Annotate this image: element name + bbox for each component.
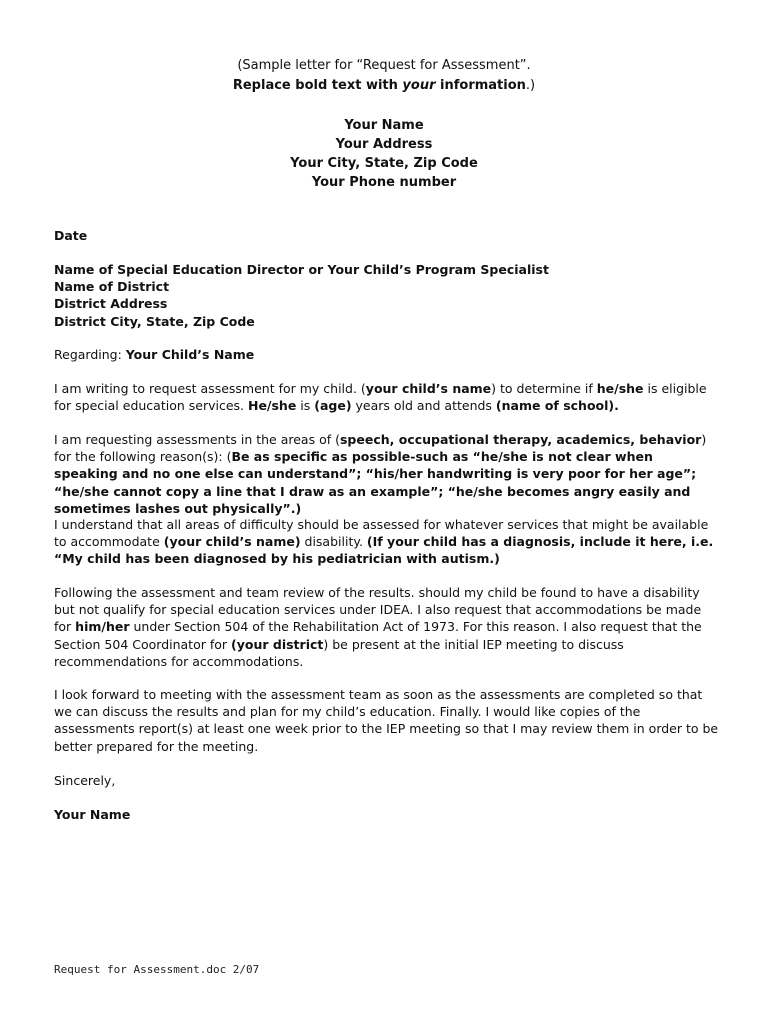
- closing-line: Sincerely,: [54, 773, 116, 788]
- p4-text-3: ) be present at the initial IEP meeting to discuss recommendations for accommodations.: [54, 636, 624, 669]
- instruction-text-2b: your: [402, 78, 436, 93]
- instruction-text-1: (Sample letter for “Request for Assessment”.: [237, 58, 531, 73]
- instruction-text-2c: information: [435, 78, 526, 93]
- p1-bold-3: He/she: [247, 398, 297, 414]
- p3-bold-1: (your child’s name): [163, 534, 301, 550]
- date-line: Date: [54, 228, 88, 243]
- p1-bold-1: your child’s name: [365, 381, 492, 396]
- paragraph-3: [54, 516, 719, 568]
- sender-phone: Your Phone number: [311, 175, 457, 190]
- p5-text-1: I look forward to meeting with the assessment team as soon as the assessments are completed so that we can discuss the results and plan for my child’s education. Finally. I would like copies of the assessments report(s) at least one week prior to the IEP meeting so that I may review them in order to be better prepared for the meeting.: [54, 687, 719, 754]
- p1-bold-5: (name of school).: [495, 398, 619, 414]
- sender-address: Your Address: [335, 137, 433, 152]
- p2-bold-1: speech, occupational therapy, academics, behavior: [339, 432, 702, 447]
- recipient-line-2: Name of District: [54, 279, 170, 295]
- p4-bold-2: (your district: [231, 636, 324, 652]
- p4-text-2: under Section 504 of the Rehabilitation Act of 1973. For this reason. I also request that the Section 504 Coordinator for: [54, 619, 702, 652]
- paragraph-1: [54, 380, 719, 414]
- paragraph-2: [54, 431, 719, 517]
- p3-text-1: I understand that all areas of difficulty should be assessed for whatever services that might be available to accommodate: [54, 517, 709, 550]
- p1-bold-2: he/she: [596, 381, 644, 396]
- p3-bold-2: (If your child has a diagnosis, include it here, i.e. “My child has been diagnosed by his pediatrician with autism.): [54, 534, 714, 567]
- instruction-text-2d: .): [525, 78, 536, 93]
- p4-text-1: Following the assessment and team review of the results. should my child be found to have a disability but not qualify for special education services under IDEA. I also request that accommodations be made for: [54, 585, 702, 635]
- p1-text-1: I am writing to request assessment for my child. (: [54, 381, 366, 396]
- p4-bold-1: him/her: [75, 619, 130, 635]
- instruction-text-2a: Replace bold text with: [232, 78, 403, 93]
- regarding-line: [54, 346, 719, 363]
- p1-bold-4: (age): [314, 398, 352, 414]
- p2-bold-2: Be as specific as possible-such as “he/she is not clear when speaking and no one else can understand”; “his/her handwriting is very poor for her age”; “he/she cannot copy a line that I draw as an example”; “he/she becomes angry easily and sometimes lashes out physically”.): [54, 449, 697, 516]
- p1-text-2: ) to determine if: [491, 381, 597, 396]
- paragraph-4: [54, 584, 719, 670]
- instruction-line-2: [0, 77, 768, 95]
- p2-text-1: I am requesting assessments in the areas of (: [54, 432, 340, 447]
- recipient-block: [54, 261, 719, 330]
- p1-text-5: years old and attends: [351, 398, 496, 414]
- recipient-line-4: District City, State, Zip Code: [54, 313, 255, 329]
- instruction-line-1: [0, 57, 768, 75]
- sender-name: Your Name: [344, 118, 424, 133]
- p1-text-3: is eligible for special education services.: [54, 381, 707, 414]
- regarding-label: Regarding:: [54, 347, 126, 362]
- p1-text-4: is: [296, 398, 315, 414]
- sender-city: Your City, State, Zip Code: [290, 156, 478, 171]
- recipient-line-1: Name of Special Education Director or Your Child’s Program Specialist: [54, 262, 549, 277]
- p2-text-2: ) for the following reason(s): (: [54, 432, 707, 465]
- document-footer: Request for Assessment.doc 2/07: [54, 963, 260, 976]
- regarding-value: Your Child’s Name: [125, 347, 255, 362]
- paragraph-5: [54, 686, 719, 755]
- recipient-line-3: District Address: [54, 296, 168, 312]
- p3-text-2: disability.: [300, 534, 367, 550]
- signature-name: Your Name: [54, 807, 131, 822]
